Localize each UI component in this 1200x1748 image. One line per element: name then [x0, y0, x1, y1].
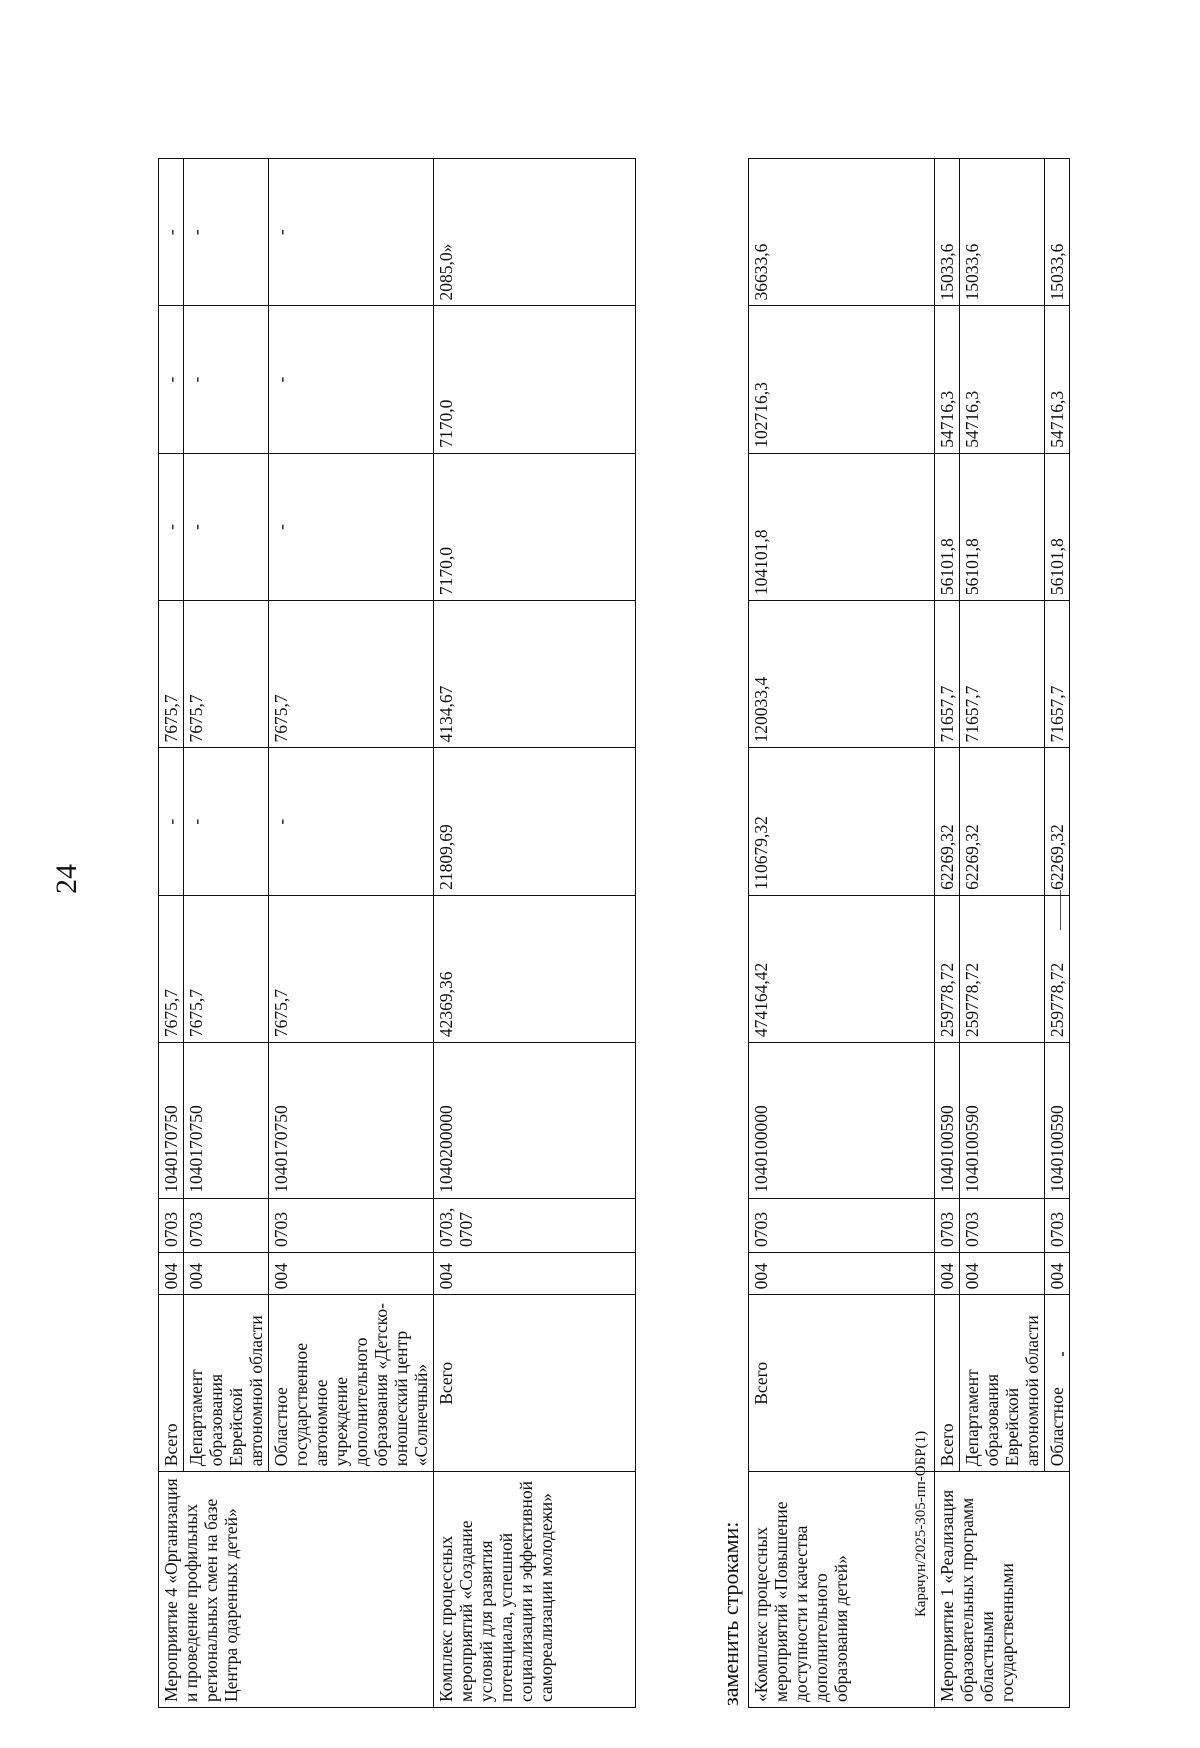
rzpr-cell: 0703 [184, 1198, 269, 1252]
grbs-cell: 004 [434, 1252, 636, 1294]
table-row [935, 159, 960, 1708]
value-cell: 56101,8 [1045, 453, 1070, 600]
rzpr-cell: 0703 [1045, 1198, 1070, 1252]
rzpr-cell: 0703 [159, 1198, 184, 1252]
value-cell: 62269,32 [935, 748, 960, 895]
executor-cell: Всего [434, 1295, 636, 1472]
value-cell: 54716,3 [960, 306, 1045, 453]
value-cell: 2085,0» [434, 159, 636, 306]
rzpr-cell: 0703 [960, 1198, 1045, 1252]
grbs-cell: 004 [269, 1252, 434, 1294]
csr-cell: 1040100000 [749, 1043, 935, 1199]
value-cell: - [184, 748, 269, 895]
value-cell: 7675,7 [269, 895, 434, 1042]
grbs-cell: 004 [159, 1252, 184, 1294]
csr-cell: 1040100590 [935, 1043, 960, 1199]
value-cell: 15033,6 [935, 159, 960, 306]
value-cell: - [159, 748, 184, 895]
value-cell: 7675,7 [269, 601, 434, 748]
budget-table-top [158, 158, 636, 1708]
grbs-cell: 004 [960, 1252, 1045, 1294]
value-cell: 71657,7 [960, 601, 1045, 748]
table-row [749, 159, 935, 1708]
value-cell: 7675,7 [184, 895, 269, 1042]
grbs-cell: 004 [184, 1252, 269, 1294]
document-code: Карачун/2025-305-пп-ОБР(1) [913, 1430, 929, 1617]
value-cell: - [159, 159, 184, 306]
budget-table-bottom [748, 158, 1070, 1708]
event-name-cell: «Комплекс процессных мероприятий «Повышение доступности и качества дополнительного образования детей» [749, 1472, 935, 1708]
value-cell: 259778,72 [1045, 895, 1070, 1042]
rzpr-cell: 0703 [269, 1198, 434, 1252]
executor-cell: Всего [749, 1295, 935, 1472]
value-cell: 259778,72 [960, 895, 1045, 1042]
value-cell: 102716,3 [749, 306, 935, 453]
value-cell: 62269,32 [1045, 748, 1070, 895]
value-cell: 120033,4 [749, 601, 935, 748]
value-cell: 56101,8 [935, 453, 960, 600]
value-cell: - [184, 306, 269, 453]
table-row [434, 159, 636, 1708]
page-number: 24 [50, 864, 83, 894]
value-cell: 7170,0 [434, 306, 636, 453]
value-cell: 7170,0 [434, 453, 636, 600]
value-cell: - [269, 306, 434, 453]
value-cell: 7675,7 [159, 895, 184, 1042]
grbs-cell: 004 [935, 1252, 960, 1294]
executor-cell: Областное государственное автономное учреждение дополнительного образования «Детско-юношеский центр «Солнечный» [269, 1295, 434, 1472]
replace-caption: заменить строками: [718, 1521, 743, 1706]
value-cell: 259778,72 [935, 895, 960, 1042]
value-cell: 42369,36 [434, 895, 636, 1042]
csr-cell: 1040170750 [269, 1043, 434, 1199]
value-cell: - [269, 453, 434, 600]
value-cell: 110679,32 [749, 748, 935, 895]
csr-cell: 1040100590 [1045, 1043, 1070, 1199]
value-cell: - [269, 159, 434, 306]
event-name-cell: Мероприятие 1 «Реализация образовательных программ областными государственными [935, 1472, 1070, 1708]
rzpr-cell: 0703 [935, 1198, 960, 1252]
executor-cell: Департамент образования Еврейской автономной области [184, 1295, 269, 1472]
value-cell: - [184, 453, 269, 600]
executor-cell: Всего [159, 1295, 184, 1472]
rzpr-cell: 0703 [749, 1198, 935, 1252]
value-cell: 104101,8 [749, 453, 935, 600]
executor-cell: Всего [935, 1295, 960, 1472]
value-cell: 54716,3 [935, 306, 960, 453]
grbs-cell: 004 [749, 1252, 935, 1294]
value-cell: - [269, 748, 434, 895]
value-cell: 54716,3 [1045, 306, 1070, 453]
value-cell: 4134,67 [434, 601, 636, 748]
value-cell: 36633,6 [749, 159, 935, 306]
value-cell: 15033,6 [960, 159, 1045, 306]
csr-cell: 1040100590 [960, 1043, 1045, 1199]
value-cell: 7675,7 [159, 601, 184, 748]
value-cell: 71657,7 [1045, 601, 1070, 748]
value-cell: - [184, 159, 269, 306]
csr-cell: 1040170750 [184, 1043, 269, 1199]
executor-cell: Департамент образования Еврейской автономной области [960, 1295, 1045, 1472]
executor-cell: Областное [1045, 1295, 1070, 1472]
grbs-cell: 004 [1045, 1252, 1070, 1294]
value-cell: - [159, 453, 184, 600]
rzpr-cell: 0703, 0707 [434, 1198, 636, 1252]
value-cell: 21809,69 [434, 748, 636, 895]
csr-cell: 1040200000 [434, 1043, 636, 1199]
value-cell: 474164,42 [749, 895, 935, 1042]
value-cell: 7675,7 [184, 601, 269, 748]
value-cell: - [159, 306, 184, 453]
value-cell: 15033,6 [1045, 159, 1070, 306]
table-row [159, 159, 184, 1708]
event-name-cell: Комплекс процессных мероприятий «Создание условий для развития потенциала, успешной социализации и эффективной самореализации молодежи» [434, 1472, 636, 1708]
value-cell: 56101,8 [960, 453, 1045, 600]
csr-cell: 1040170750 [159, 1043, 184, 1199]
value-cell: 62269,32 [960, 748, 1045, 895]
event-name-cell: Мероприятие 4 «Организация и проведение профильных региональных смен на базе Центра одаренных детей» [159, 1472, 434, 1708]
value-cell: 71657,7 [935, 601, 960, 748]
rotated-content [158, 48, 1067, 1708]
